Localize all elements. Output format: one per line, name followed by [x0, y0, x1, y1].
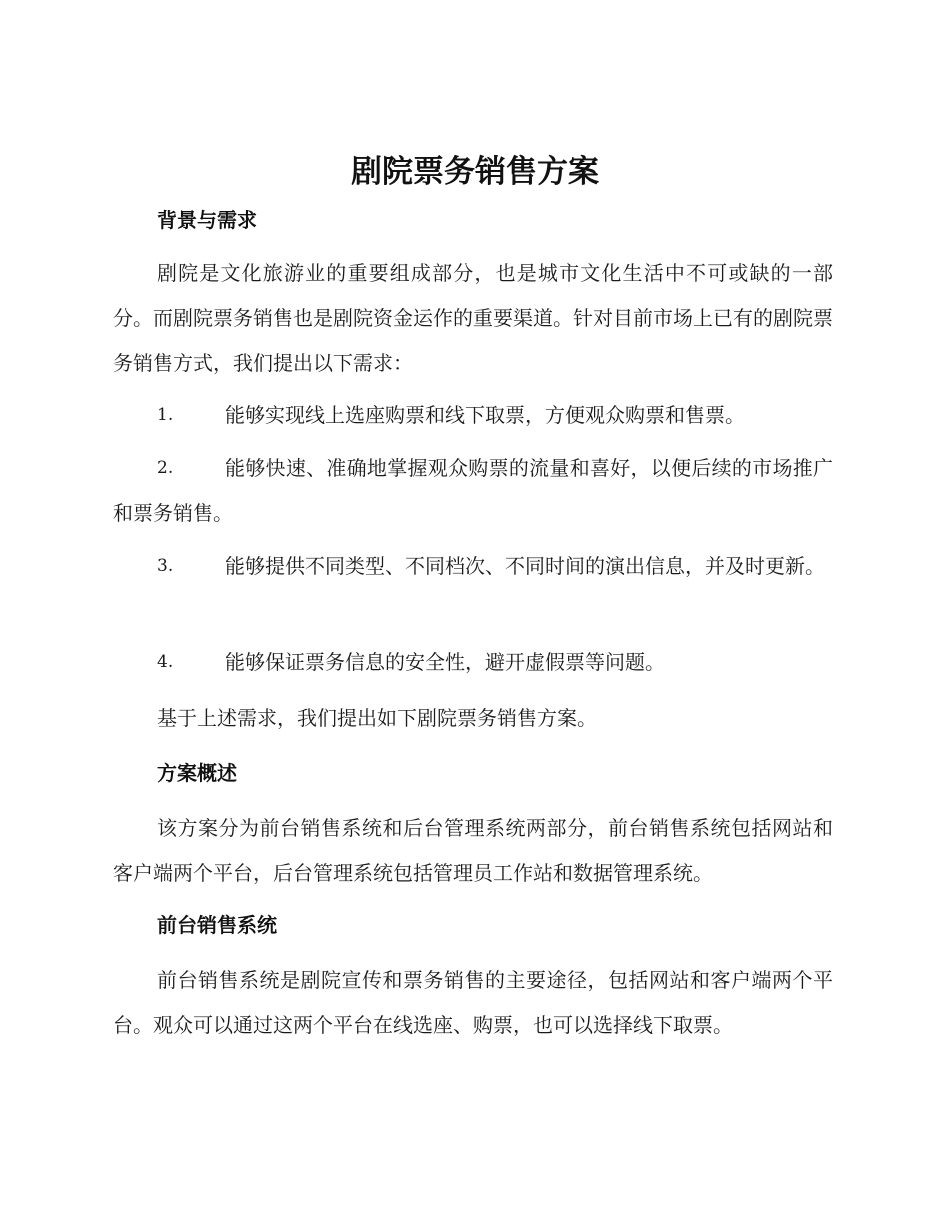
section-heading-background: 背景与需求: [157, 208, 257, 232]
frontend-paragraph: 前台销售系统是剧院宣传和票务销售的主要途径，包括网站和客户端两个平台。观众可以通过这两个平台在线选座、购票，也可以选择线下取票。: [113, 968, 833, 1037]
section-heading-overview: 方案概述: [157, 761, 237, 785]
background-intro-paragraph: 剧院是文化旅游业的重要组成部分，也是城市文化生活中不可或缺的一部分。而剧院票务销售也是剧院资金运作的重要渠道。针对目前市场上已有的剧院票务销售方式，我们提出以下需求：: [113, 261, 833, 375]
requirement-text: 能够保证票务信息的安全性，避开虚假票等问题。: [225, 650, 665, 674]
overview-paragraph: 该方案分为前台销售系统和后台管理系统两部分，前台销售系统包括网站和客户端两个平台，后台管理系统包括管理员工作站和数据管理系统。: [113, 816, 833, 885]
requirement-item-2: [113, 446, 833, 536]
requirement-text: 能够实现线上选座购票和线下取票，方便观众购票和售票。: [225, 403, 745, 427]
requirement-text: 能够提供不同类型、不同档次、不同时间的演出信息，并及时更新。: [225, 554, 825, 578]
requirement-item-1: [113, 393, 833, 438]
requirement-number: 2.: [157, 458, 174, 478]
requirement-item-3: [113, 544, 833, 589]
requirement-number: 3.: [157, 556, 174, 576]
requirement-item-4: [113, 640, 833, 685]
document-title: 剧院票务销售方案: [351, 154, 599, 190]
section-heading-frontend: 前台销售系统: [157, 913, 277, 937]
requirement-text: 能够快速、准确地掌握观众购票的流量和喜好，以便后续的市场推广和票务销售。: [113, 456, 833, 525]
requirement-number: 1.: [157, 405, 174, 425]
requirement-number: 4.: [157, 652, 174, 672]
background-conclusion-paragraph: 基于上述需求，我们提出如下剧院票务销售方案。: [157, 706, 597, 730]
